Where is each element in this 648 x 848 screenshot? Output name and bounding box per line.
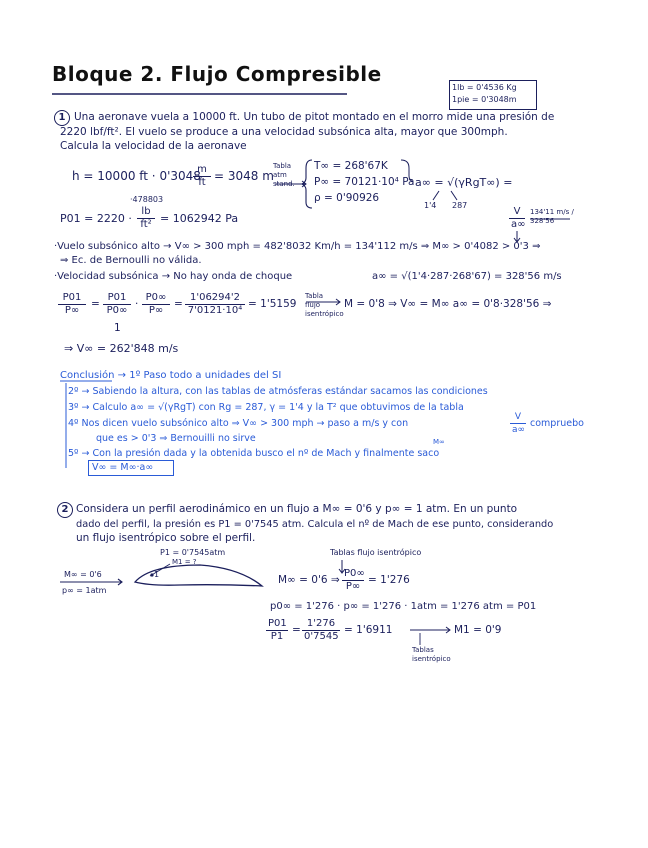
fig-point-1: 1 [154,570,160,579]
step-a-num: P0∞ [344,568,365,579]
problem-1-number: 1 [54,110,70,126]
line-bernoulli: ⇒ Ec. de Bernoulli no válida. [60,255,202,266]
fig-m1: M1 = ? [172,558,197,566]
h-equation: h = 10000 ft · 0'3048 [72,169,201,183]
p1-statement-line-2: 2220 lbf/ft². El vuelo se produce a una velocidad subsónica alta, mayor que 300mph. [60,126,508,138]
mach-result: M = 0'8 ⇒ V∞ = M∞ a∞ = 0'8·328'56 ⇒ [344,298,552,310]
line-subsonico: ·Vuelo subsónico alto → V∞ > 300 mph = 482'8032 Km/h = 134'112 m/s ⇒ M∞ > 0'4082 > 0'3 ⇒ [54,241,541,252]
step-c-num: P01 [268,618,287,629]
p2-statement-line-1: Considera un perfil aerodinámico en un flujo a M∞ = 0'6 y p∞ = 1 atm. En un punto [76,503,518,515]
page-title: Bloque 2. Flujo Compresible [52,62,382,86]
fig-p-inf: p∞ = 1atm [62,586,107,595]
step-c-equals: = [292,624,301,636]
fig-m-inf: M∞ = 0'6 [64,570,102,579]
p2-statement-line-2: dado del perfil, la presión es P1 = 0'7545 atm. Calcula el nº de Mach de ese punto, considerando [76,519,554,530]
p01-result: = 1062942 Pa [160,212,239,225]
conversion-pie: 1pie = 0'3048m [452,95,517,104]
conclusion-head: Conclusión → 1º Paso todo a unidades del SI [60,370,282,381]
step-a-den: P∞ [345,581,361,592]
fig-p1: P1 = 0'7545atm [160,548,226,557]
p01-fraction-num: lb [137,206,155,219]
ratio-one: 1 [114,322,121,334]
h-fraction-num: m [193,164,211,177]
step-b: p0∞ = 1'276 · p∞ = 1'276 · 1atm = 1'276 atm = P01 [270,601,537,612]
conclusion-step-4c: que es > 0'3 ⇒ Bernouilli no sirve [96,433,256,444]
a-inf-equation: a∞ = √(γRgT∞) = [415,176,513,189]
step-c-mid-den: 0'7545 [304,631,339,642]
a-inf-result: a∞ = √(1'4·287·268'67) = 328'56 m/s [372,271,562,282]
tablas-bottom-label: Tablas isentrópico [412,646,451,663]
v-over-a-num: V [509,206,525,219]
gamma-value: 1'4 [424,201,437,210]
equals-sign: = [91,298,100,310]
conclusion-a-den: a∞ [512,425,526,435]
p1-statement-line-1: Una aeronave vuela a 10000 ft. Un tubo de pitot montado en el morro mide una presión de [74,111,555,123]
v-over-a-values: 134'11 m/s / 328'56 [530,208,574,225]
problem-2-number: 2 [57,502,73,518]
tablas-flujo-label: Tablas flujo isentrópico [330,548,422,557]
ratio-lhs-num: P01 [58,292,86,305]
step-c-mid-num: 1'276 [302,618,340,631]
tabla-atm-label: Tabla atm stand. [273,162,295,188]
ratio-mid2-num: P0∞ [142,292,170,305]
conclusion-step-3: 3º → Calculo a∞ = √(γRgT) con Rg = 287, γ = 1'4 y la T² que obtuvimos de la tabla [68,402,464,413]
rg-value: 287 [452,201,468,210]
p2-statement-line-3: un flujo isentrópico sobre el perfil. [76,532,256,544]
ratio-result: = 1'5159 [248,298,297,310]
t-inf: T∞ = 268'67K [314,160,388,172]
rho-value: ρ = 0'90926 [314,192,380,204]
boxed-result: V∞ = M∞·a∞ [92,462,154,473]
ratio-mid2-den: P∞ [148,305,164,316]
p01-fraction-den: ft² [140,219,152,230]
ratio-val-den: 7'0121·10⁴ [187,305,243,316]
step-c-result: M1 = 0'9 [454,624,502,636]
ratio-mid-num: P01 [103,292,131,305]
times-sign: · [135,298,139,310]
line-velocidad: ·Velocidad subsónica → No hay onda de choque [54,271,293,282]
conclusion-v-num: V [510,411,526,424]
conclusion-step-4b: compruebo [530,418,584,429]
step-a-lhs: M∞ = 0'6 ⇒ [278,574,340,586]
h-result: = 3048 m [214,169,274,183]
p01-note: ·478803 [130,195,164,204]
p01-equation: P01 = 2220 · [60,212,132,225]
tabla-flujo-label: Tabla flujo isentrópico [305,292,344,318]
conversion-lb: 1lb = 0'4536 Kg [452,83,517,92]
conclusion-step-4a: 4º Nos dicen vuelo subsónico alto ⇒ V∞ > 300 mph → paso a m/s y con [68,418,409,429]
ratio-lhs-den: P∞ [64,305,80,316]
p1-statement-line-3: Calcula la velocidad de la aeronave [60,140,247,152]
v-over-a-den: a∞ [511,219,526,230]
conclusion-step-5: 5º → Con la presión dada y la obtenida busco el nº de Mach y finalmente saco [68,448,440,459]
p-inf: P∞ = 70121·10⁴ Pa [314,176,415,188]
step-c-den: P1 [270,631,284,642]
step-c-rhs: = 1'6911 [344,624,393,636]
step-a-rhs: = 1'276 [368,574,410,586]
equals-sign-2: = [174,298,183,310]
conclusion-step-2: 2º → Sabiendo la altura, con las tablas de atmósferas estándar sacamos las condiciones [68,386,488,397]
ratio-val-num: 1'06294'2 [185,292,245,305]
ratio-mid-den: P0∞ [106,305,128,316]
final-velocity: ⇒ V∞ = 262'848 m/s [64,342,179,355]
h-fraction-den: ft [198,177,206,188]
conclusion-step-5-mach: M∞ [433,438,445,446]
